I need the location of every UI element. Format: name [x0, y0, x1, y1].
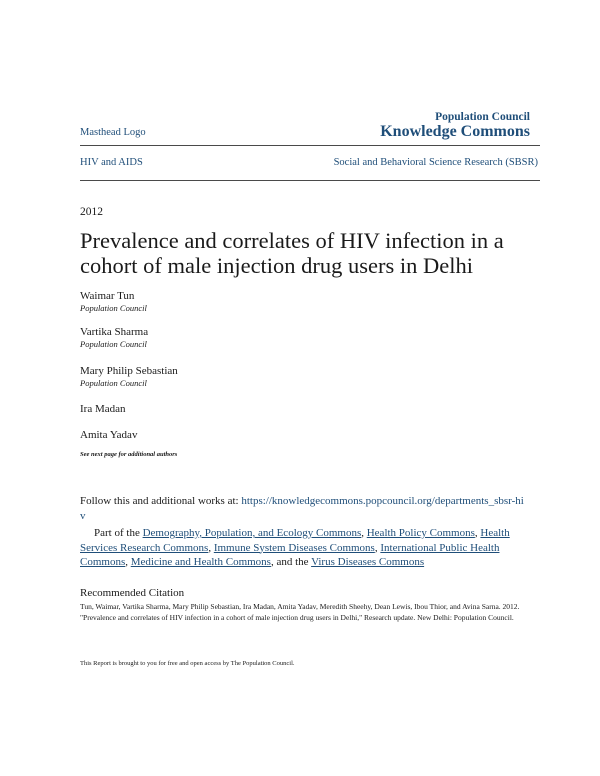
masthead-logo[interactable]: Masthead Logo — [80, 127, 146, 138]
commons-link-medicine-health[interactable]: Medicine and Health Commons — [130, 556, 271, 568]
commons-link-immune-system[interactable]: Immune System Diseases Commons — [213, 541, 375, 554]
author-name: Vartika Sharma — [80, 326, 149, 338]
follow-line — [80, 494, 525, 524]
series-divider — [80, 180, 540, 181]
separator: , — [361, 527, 367, 539]
author-name: Ira Madan — [80, 403, 126, 415]
document-title: Prevalence and correlates of HIV infection in a cohort of male injection drug users in Delhi — [80, 228, 504, 278]
series-link-hiv[interactable]: HIV and AIDS — [80, 157, 143, 168]
org-name: Population Council — [435, 111, 530, 123]
header-divider — [80, 145, 540, 146]
separator: , — [125, 556, 131, 568]
author-name: Amita Yadav — [80, 429, 138, 441]
author-affiliation: Population Council — [80, 378, 147, 388]
author-name: Waimar Tun — [80, 290, 135, 302]
commons-name: Knowledge Commons — [380, 123, 530, 140]
separator: , and the — [270, 556, 312, 568]
author-affiliation: Population Council — [80, 303, 147, 313]
commons-link-health-policy[interactable]: Health Policy Commons — [366, 527, 475, 539]
author-affiliation: Population Council — [80, 339, 147, 349]
author-name: Mary Philip Sebastian — [80, 365, 178, 377]
part-of-commons — [80, 526, 525, 570]
separator: , — [474, 527, 481, 539]
commons-link-virus-diseases[interactable]: Virus Diseases Commons — [311, 556, 425, 568]
part-of-prefix: Part of the — [94, 527, 143, 539]
follow-prefix: Follow this and additional works at: — [80, 495, 242, 507]
author-entry — [80, 428, 137, 442]
author-entry — [80, 402, 126, 416]
publication-year: 2012 — [80, 206, 103, 218]
recommended-citation-heading: Recommended Citation — [80, 587, 185, 599]
separator: , — [374, 541, 381, 554]
repository-url-link[interactable]: https://knowledgecommons.popcouncil.org/departments_sbsr-hiv — [80, 495, 524, 522]
site-branding[interactable] — [380, 111, 530, 141]
author-entry — [80, 325, 148, 350]
commons-link-international-public-health[interactable]: International Public Health Commons — [80, 541, 500, 568]
see-next-page-note: See next page for additional authors — [80, 451, 178, 458]
author-entry — [80, 364, 178, 389]
commons-link-demography[interactable]: Demography, Population, and Ecology Commons — [142, 527, 362, 539]
separator: , — [208, 541, 214, 554]
access-note: This Report is brought to you for free and open access by The Population Council. — [80, 660, 295, 667]
author-entry — [80, 289, 147, 314]
commons-link-health-services[interactable]: Health Services Research Commons — [80, 527, 510, 554]
recommended-citation-text: Tun, Waimar, Vartika Sharma, Mary Philip Sebastian, Ira Madan, Amita Yadav, Meredith Sheehy, Dean Lewis, Ibou Thior, and Avina Sarna. 2012. "Prevalence and correlates of HIV infection in a cohort of male injection drug users in Delhi," Research update. New Delhi: Population Council. — [80, 602, 520, 622]
series-link-sbsr[interactable]: Social and Behavioral Science Research (SBSR) — [333, 157, 538, 168]
